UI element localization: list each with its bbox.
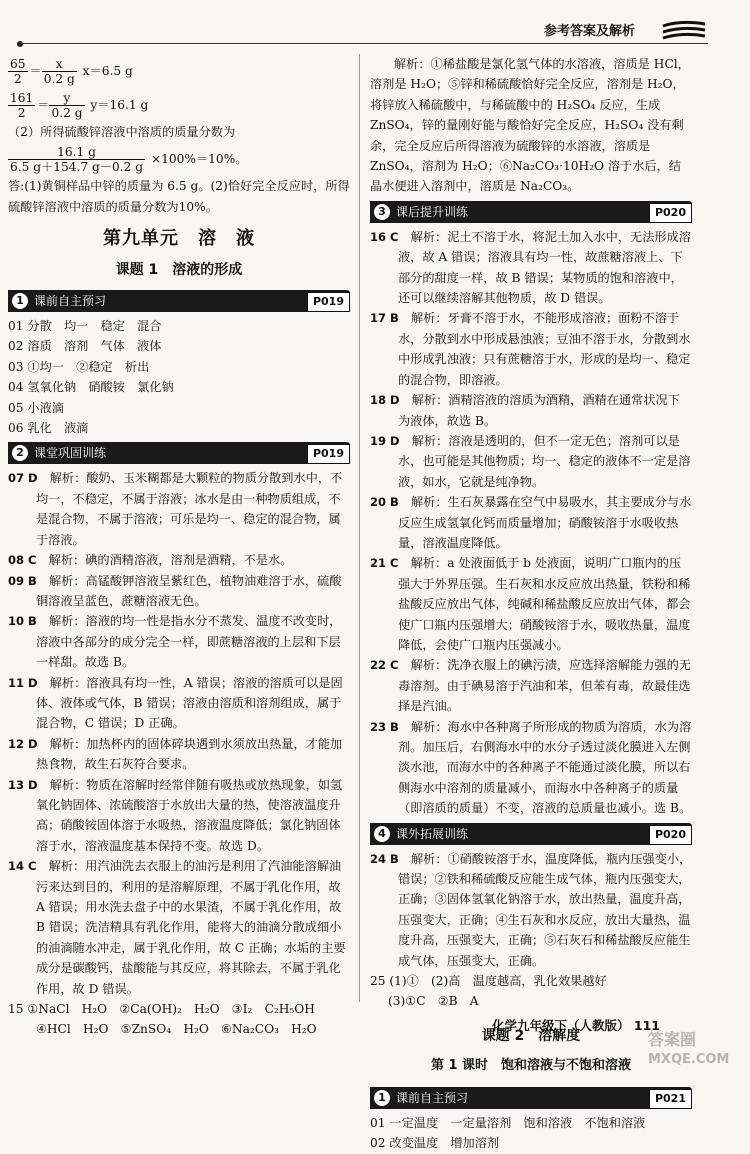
answer-item: 23 B 解析：海水中各种离子所形成的物质为溶质，水为溶剂。加压后，右侧海水中的水分子透过淡化膜进入左侧淡水池，而海水中的各种离子不能通过淡化膜，所以右侧海水中溶剂的质量减小，而海水中各种离子的质量（即溶质的质量）不变，溶液的总质量也减小。选 B。: [370, 719, 692, 816]
equation-result: x＝6.5 g: [82, 64, 133, 78]
answer-text: 答:(1)黄铜样品中锌的质量为 6.5 g。(2)恰好完全反应时，所得硫酸锌溶液中溶质的质量分数为10%。: [8, 179, 350, 214]
answer-item: 22 C 解析：洗净衣服上的碘污渍，应选择溶解能力强的无毒溶剂。由于碘易溶于汽油和苯，但苯有毒，故最佳选择是汽油。: [370, 658, 691, 714]
question-text: （2）所得硫酸锌溶液中溶质的质量分数为: [8, 125, 236, 139]
explanation-text: 解析：①稀盐酸是氯化氢气体的水溶液，溶质是 HCl，溶剂是 H₂O；⑤锌和稀硫酸恰好完全反应，溶剂是 H₂O，将锌放入稀硫酸中，与稀硫酸中的 H₂SO₄ 反应，生成 ZnSO₄，锌的量刚好能与酸恰好完全反应，H₂SO₄ 没有剩余，完全反应后所得溶液为硫酸锌的水溶液，溶质是 ZnSO₄，溶剂为 H₂O；⑥Na₂CO₃·10H₂O 溶于水后，结晶水便进入溶剂中，溶质是 Na₂CO₃。: [370, 57, 690, 194]
answer-item: 24 B 解析：①硝酸铵溶于水，温度降低，瓶内压强变小，错误；②铁和稀硫酸反应能生成气体，瓶内压强变大，正确；③固体氢氧化钠溶于水，放出热量，温度升高，压强变大，正确；④生石灰和水反应，放出大量热，温度升高，压强变大，正确；⑤石灰石和稀盐酸反应能生成气体，压强变大，正确。: [370, 851, 692, 968]
right-column: [370, 54, 692, 1154]
answer-item: 21 C 解析：a 处液面低于 b 处液面，说明广口瓶内的压强大于外界压强。生石灰和水反应放出热量，铁粉和稀盐酸反应放出气体，纯碱和稀盐酸反应放出气体，都会使广口瓶内压强增大；硝酸铵溶于水，吸收热量，温度降低，会使广口瓶内压强减小。: [370, 556, 691, 652]
answer-item: 13 D 解析：物质在溶解时经常伴随有吸热或放热现象，如氢氧化钠固体、浓硫酸溶于水放出大量的热，使溶液温度升高；硝酸铵固体溶于水吸热，溶液温度降低；氯化钠固体溶于水，溶液温度基本保持不变。故选 D。: [8, 777, 343, 853]
equation-row: $\frac{161}{2}$ ＝ $\frac{y}{0.2 g}$ y＝16.1 g: [10, 91, 149, 120]
answer-item: 14 C 解析：用汽油洗去衣服上的油污是利用了汽油能溶解油污来达到目的，利用的是溶解原理，不属于乳化作用，故 A 错误；用水洗去盘子中的水果渣，不属于乳化作用，故 B 错误；洗洁精具有乳化作用，能将大的油滴分散成细小的油滴随水冲走，属于乳化作用，故 C 正确；水垢的主要成分是碳酸钙，盐酸能与其反应，将其除去，不属于乳化作用，故 D 错误。: [8, 859, 346, 996]
section-title: 课后提升训练: [396, 204, 469, 219]
section-bar: [8, 290, 350, 312]
section-title: 课堂巩固训练: [34, 446, 107, 461]
header-bullet: [17, 41, 23, 47]
answer-list: [370, 227, 692, 819]
section-title: 课前自主预习: [396, 1090, 469, 1105]
list-item: 04 氢氧化钠 硝酸铵 氯化钠: [8, 380, 174, 395]
answer-item: 18 D 解析：酒精溶液的溶质为酒精，酒精在通常状况下为液体，故选 B。: [370, 393, 680, 428]
preview-answers: [370, 1113, 692, 1154]
answer-item: 08 C 解析：碘的酒精溶液，溶剂是酒精，不是水。: [8, 553, 293, 568]
list-item: 03 ①均一 ②稳定 析出: [8, 359, 150, 374]
page-number: 111: [633, 1018, 660, 1033]
section-page-code: P020: [649, 203, 692, 223]
equation-row: $\frac{65}{2}$ ＝ $\frac{x}{0.2 g}$ x＝6.5 g: [10, 57, 133, 86]
section-bar: [8, 442, 350, 464]
answer-item: 20 B 解析：生石灰暴露在空气中易吸水，其主要成分与水反应生成氢氧化钙而质量增加；硝酸铵溶于水吸收热量，溶液温度降低。: [370, 495, 692, 550]
answer-item: 12 D 解析：加热杯内的固体碎块遇到水须放出热量，才能加热食物，故生石灰符合要求。: [8, 736, 343, 772]
section-bar: [370, 201, 692, 223]
lesson-title: 课题 1 溶液的形成: [115, 261, 243, 278]
book-stack-icon: [661, 20, 707, 44]
book-title: 化学九年级下（人教版）: [492, 1018, 630, 1033]
answer-item: 15 ①NaCl H₂O ②Ca(OH)₂ H₂O ③I₂ C₂H₅OH: [8, 1002, 315, 1017]
answer-item: 09 B 解析：高锰酸钾溶液呈紫红色，植物油难溶于水，硫酸铜溶液呈蓝色，蔗糖溶液无色。: [8, 573, 342, 608]
section-bar: [370, 823, 692, 845]
section-number: 3: [374, 204, 390, 220]
section-number: 2: [12, 445, 28, 461]
fraction: $\frac{161}{2}$: [10, 91, 34, 120]
header-rule: [22, 43, 708, 44]
fraction: $\frac{65}{2}$: [10, 57, 26, 86]
section-title: 课前自主预习: [34, 294, 107, 309]
section-title: 课外拓展训练: [396, 826, 469, 841]
preview-answers: [8, 316, 350, 438]
section-page-code: P019: [307, 292, 350, 312]
equation-result: ×100%＝10%。: [150, 152, 248, 167]
list-item: 01 分散 均一 稳定 混合: [8, 319, 162, 334]
page-header: [14, 0, 742, 48]
section-page-code: P019: [307, 444, 350, 464]
equation-result: y＝16.1 g: [90, 98, 149, 112]
answer-item: ④HCl H₂O ⑤ZnSO₄ H₂O ⑥Na₂CO₃ H₂O: [36, 1022, 317, 1037]
answer-item: 19 D 解析：溶液是透明的，但不一定无色；溶剂可以是水，也可能是其他物质；均一、稳定的液体不一定是溶液，如水，它就是纯净物。: [370, 433, 691, 489]
period-title: 第 1 课时 饱和溶液与不饱和溶液: [430, 1058, 632, 1074]
answer-item: 11 D 解析：溶液具有均一性，A 错误；溶液的溶质可以是固体、液体或气体，B 错误；溶液由溶质和溶剂组成，属于混合物，C 错误；D 正确。: [8, 675, 343, 731]
equation-row: [8, 142, 350, 176]
answer-item: 07 D 解析：酸奶、玉米糊都是大颗粒的物质分散到水中，不均一，不稳定，不属于溶液；冰水是由一种物质组成，不是混合物，不属于溶液；可乐是均一、稳定的混合物，属于溶液。: [8, 471, 343, 547]
list-item: 05 小液滴: [8, 400, 64, 415]
answer-item: (3)①C ②B A: [388, 994, 479, 1009]
answer-item: 10 B 解析：溶液的均一性是指水分不蒸发、温度不改变时，溶液中各部分的成分完全一样，即蔗糖溶液的上层和下层一样甜。故选 B。: [8, 614, 342, 670]
lesson-title: 课题 2 溶解度: [481, 1027, 581, 1044]
fraction: $\frac{16.1 g}{6.5 g+154.7 g-0.2 g}$: [10, 145, 144, 175]
page-footer: [492, 1016, 660, 1036]
answer-list: [370, 849, 692, 1012]
answer-item: 17 B 解析：牙膏不溶于水，不能形成溶液；面粉不溶于水，分散到水中形成悬浊液；豆油不溶于水，分散到水中形成乳浊液；只有蔗糖溶于水，形成的是均一、稳定的混合物，即溶液。: [370, 311, 691, 387]
fraction: $\frac{x}{0.2 g}$: [43, 57, 75, 86]
unit-title: 第九单元 溶 液: [103, 228, 255, 250]
list-item: 06 乳化 液滴: [8, 421, 89, 436]
section-page-code: P021: [649, 1089, 692, 1109]
section-bar: [370, 1087, 692, 1109]
answer-item: 25 (1)① (2)高 温度越高，乳化效果越好: [370, 974, 607, 989]
list-item: 01 一定温度 一定量溶剂 饱和溶液 不饱和溶液: [370, 1115, 646, 1130]
header-title: 参考答案及解析: [544, 24, 636, 39]
list-item: 02 改变温度 增加溶剂: [370, 1136, 500, 1151]
column-divider: [359, 54, 360, 1002]
section-number: 4: [374, 826, 390, 842]
left-column: [8, 54, 350, 1040]
section-page-code: P020: [649, 825, 692, 845]
watermark-logo: 答案圈 MXQE.COM: [648, 1030, 730, 1068]
section-number: 1: [374, 1090, 390, 1106]
answer-list: [8, 468, 350, 1039]
list-item: 02 溶质 溶剂 气体 液体: [8, 339, 162, 354]
fraction: $\frac{y}{0.2 g}$: [51, 91, 83, 120]
section-number: 1: [12, 293, 28, 309]
answer-item: 16 C 解析：泥土不溶于水，将泥土加入水中，无法形成溶液，故 A 错误；溶液具有均一性，故蔗糖溶液上、下部分的甜度一样，故 B 错误；某物质的饱和溶液中，还可以继续溶解其他物质，故 D 错误。: [370, 229, 691, 306]
